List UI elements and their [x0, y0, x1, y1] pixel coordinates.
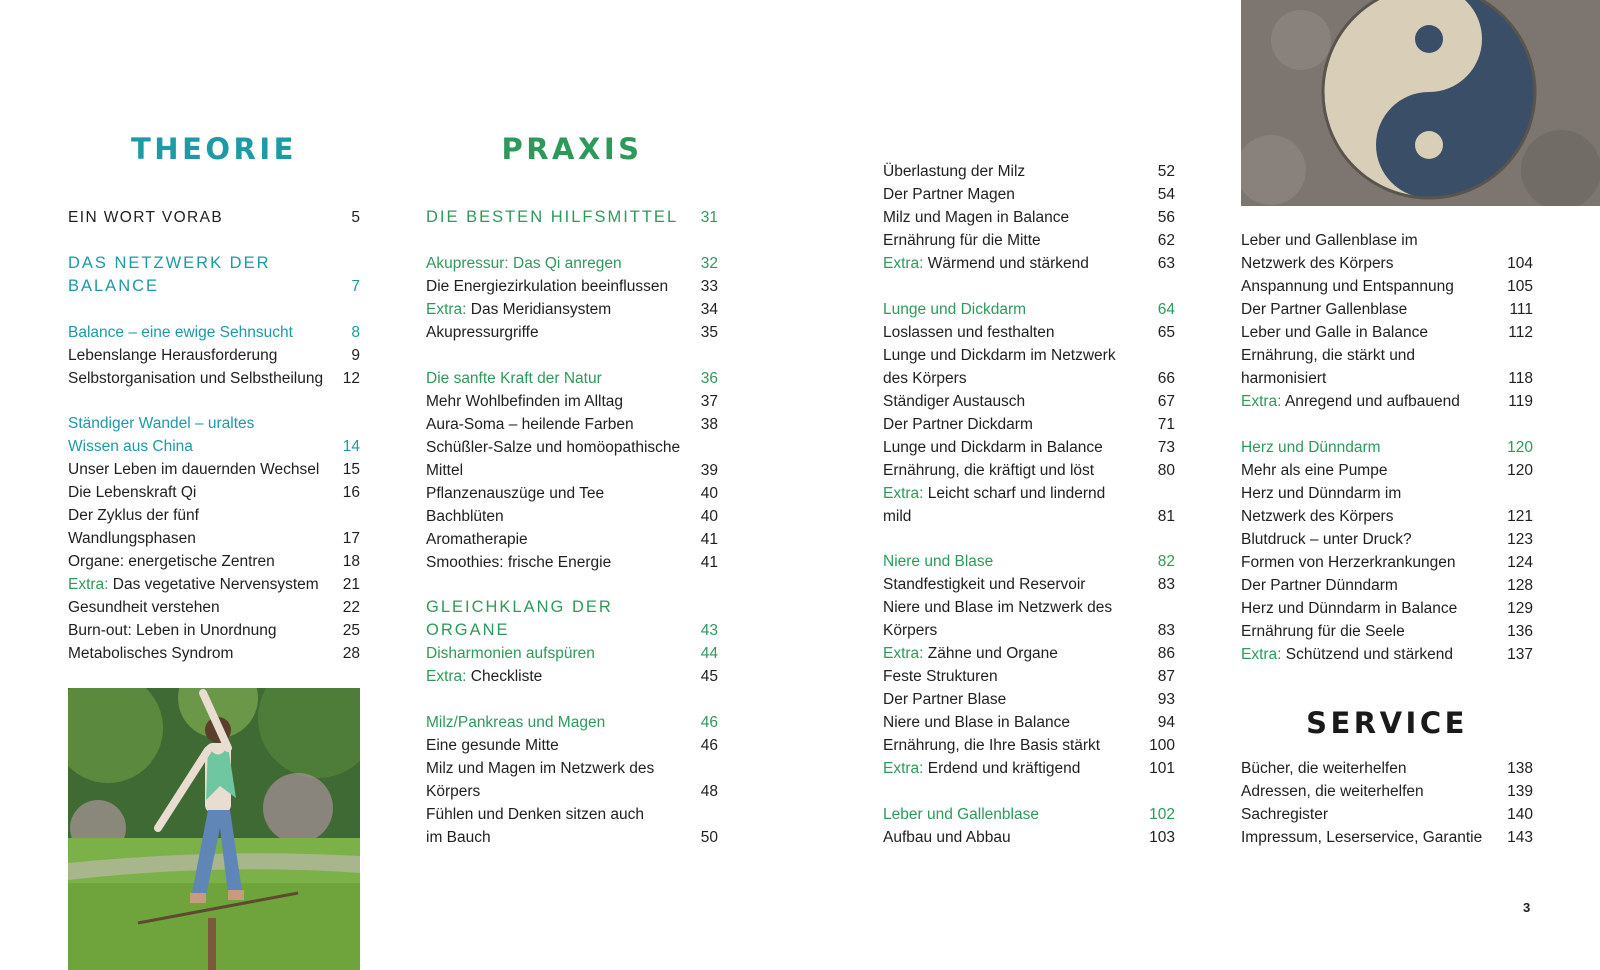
balance-photo [68, 688, 360, 970]
toc-entry[interactable]: Unser Leben im dauernden Wechsel 15 [68, 461, 360, 478]
toc-entry[interactable]: Lunge und Dickdarm im Netzwerk des Körpers 66 [883, 347, 1175, 387]
toc-entry[interactable]: Ernährung, die kräftigt und löst 80 [883, 462, 1175, 479]
toc-entry[interactable]: Überlastung der Milz 52 [883, 163, 1175, 180]
toc-entry[interactable]: Lebenslange Herausforderung 9 [68, 347, 360, 364]
toc-entry[interactable]: Loslassen und festhalten 65 [883, 324, 1175, 341]
toc-entry[interactable]: Herz und Dünndarm 120 [1241, 439, 1533, 456]
toc-entry[interactable]: Metabolisches Syndrom 28 [68, 645, 360, 662]
toc-entry[interactable]: GLEICHKLANG DER ORGANE 43 [426, 598, 718, 639]
theorie-heading: THEORIE [131, 132, 297, 166]
toc-entry[interactable]: Extra: Anregend und aufbauend 119 [1241, 393, 1533, 410]
toc-entry[interactable]: Ernährung für die Mitte 62 [883, 232, 1175, 249]
toc-entry[interactable]: Mehr Wohlbefinden im Alltag 37 [426, 393, 718, 410]
toc-entry[interactable]: Niere und Blase 82 [883, 553, 1175, 570]
toc-entry[interactable]: Bücher, die weiterhelfen 138 [1241, 760, 1533, 777]
toc-entry[interactable]: Impressum, Leserservice, Garantie 143 [1241, 829, 1533, 846]
toc-entry[interactable]: Die Lebenskraft Qi 16 [68, 484, 360, 501]
praxis-heading: PRAXIS [501, 132, 643, 166]
praxis-toc [426, 0, 718, 970]
toc-entry[interactable]: Pflanzenauszüge und Tee 40 [426, 485, 718, 502]
toc-entry[interactable]: DIE BESTEN HILFSMITTEL 31 [426, 208, 718, 226]
toc-entry[interactable]: Disharmonien aufspüren 44 [426, 645, 718, 662]
toc-entry[interactable]: Extra: Das Meridiansystem 34 [426, 301, 718, 318]
toc-entry[interactable]: Extra: Das vegetative Nervensystem 21 [68, 576, 360, 593]
toc-entry[interactable]: Feste Strukturen 87 [883, 668, 1175, 685]
toc-entry[interactable]: Leber und Gallenblase 102 [883, 806, 1175, 823]
toc-entry[interactable]: Die sanfte Kraft der Natur 36 [426, 370, 718, 387]
toc-entry[interactable]: Blutdruck – unter Druck? 123 [1241, 531, 1533, 548]
toc-entry[interactable]: Der Partner Blase 93 [883, 691, 1175, 708]
toc-entry[interactable]: Bachblüten 40 [426, 508, 718, 525]
toc-entry[interactable]: Der Partner Dickdarm 71 [883, 416, 1175, 433]
toc-entry[interactable]: Smoothies: frische Energie 41 [426, 554, 718, 571]
toc-entry[interactable]: Extra: Wärmend und stärkend 63 [883, 255, 1175, 272]
toc-entry[interactable]: Akupressur: Das Qi anregen 32 [426, 255, 718, 272]
toc-entry[interactable]: Burn-out: Leben in Unordnung 25 [68, 622, 360, 639]
toc-entry[interactable]: Eine gesunde Mitte 46 [426, 737, 718, 754]
toc-entry[interactable]: Aura-Soma – heilende Farben 38 [426, 416, 718, 433]
toc-entry[interactable]: Extra: Erdend und kräftigend 101 [883, 760, 1175, 777]
toc-entry[interactable]: Ernährung, die Ihre Basis stärkt 100 [883, 737, 1175, 754]
toc-entry[interactable]: Extra: Schützend und stärkend 137 [1241, 646, 1533, 663]
toc-entry[interactable]: Organe: energetische Zentren 18 [68, 553, 360, 570]
toc-entry[interactable]: Ernährung für die Seele 136 [1241, 623, 1533, 640]
toc-entry[interactable]: Milz und Magen in Balance 56 [883, 209, 1175, 226]
toc-entry[interactable]: Balance – eine ewige Sehnsucht 8 [68, 324, 360, 341]
toc-column-4 [1241, 0, 1533, 970]
toc-entry[interactable]: Herz und Dünndarm in Balance 129 [1241, 600, 1533, 617]
toc-entry[interactable]: Extra: Zähne und Organe 86 [883, 645, 1175, 662]
toc-entry[interactable]: Leber und Galle in Balance 112 [1241, 324, 1533, 341]
toc-entry[interactable]: Extra: Leicht scharf und lindernd mild 81 [883, 485, 1175, 525]
toc-entry[interactable]: Fühlen und Denken sitzen auch im Bauch 50 [426, 806, 718, 846]
toc-entry[interactable]: Extra: Checkliste 45 [426, 668, 718, 685]
toc-entry[interactable]: Niere und Blase in Balance 94 [883, 714, 1175, 731]
toc-entry[interactable]: Aromatherapie 41 [426, 531, 718, 548]
toc-column-3 [883, 0, 1175, 970]
toc-entry[interactable]: Der Partner Gallenblase 111 [1241, 301, 1533, 318]
toc-entry[interactable]: Selbstorganisation und Selbstheilung 12 [68, 370, 360, 387]
toc-entry[interactable]: Herz und Dünndarm im Netzwerk des Körpers 121 [1241, 485, 1533, 525]
page-number: 3 [1523, 900, 1531, 915]
toc-entry[interactable]: Mehr als eine Pumpe 120 [1241, 462, 1533, 479]
toc-entry[interactable]: Ständiger Wandel – uraltes Wissen aus China 14 [68, 415, 360, 455]
toc-entry[interactable]: DAS NETZWERK DER BALANCE 7 [68, 254, 360, 295]
toc-entry[interactable]: Der Zyklus der fünf Wandlungsphasen 17 [68, 507, 360, 547]
toc-entry[interactable]: Der Partner Dünndarm 128 [1241, 577, 1533, 594]
toc-entry[interactable]: Niere und Blase im Netzwerk des Körpers 83 [883, 599, 1175, 639]
toc-entry[interactable]: Der Partner Magen 54 [883, 186, 1175, 203]
toc-entry[interactable]: Akupressurgriffe 35 [426, 324, 718, 341]
toc-entry[interactable]: Ständiger Austausch 67 [883, 393, 1175, 410]
toc-entry[interactable]: Sachregister 140 [1241, 806, 1533, 823]
service-heading: SERVICE [1306, 706, 1468, 740]
toc-entry[interactable]: Die Energiezirkulation beeinflussen 33 [426, 278, 718, 295]
toc-entry[interactable]: Standfestigkeit und Reservoir 83 [883, 576, 1175, 593]
toc-entry[interactable]: Gesundheit verstehen 22 [68, 599, 360, 616]
toc-entry[interactable]: Schüßler-Salze und homöopathische Mittel 39 [426, 439, 718, 479]
toc-entry[interactable]: Anspannung und Entspannung 105 [1241, 278, 1533, 295]
balance-photo-illustration [68, 688, 360, 970]
toc-entry[interactable]: Formen von Herzerkrankungen 124 [1241, 554, 1533, 571]
toc-entry[interactable]: Milz/Pankreas und Magen 46 [426, 714, 718, 731]
toc-entry[interactable]: Lunge und Dickdarm 64 [883, 301, 1175, 318]
toc-entry[interactable]: Lunge und Dickdarm in Balance 73 [883, 439, 1175, 456]
toc-entry[interactable]: Ernährung, die stärkt und harmonisiert 118 [1241, 347, 1533, 387]
toc-entry[interactable]: Leber und Gallenblase im Netzwerk des Körpers 104 [1241, 232, 1533, 272]
toc-entry[interactable]: Aufbau und Abbau 103 [883, 829, 1175, 846]
toc-entry[interactable]: Milz und Magen im Netzwerk des Körpers 48 [426, 760, 718, 800]
toc-entry[interactable]: EIN WORT VORAB 5 [68, 209, 360, 226]
toc-entry[interactable]: Adressen, die weiterhelfen 139 [1241, 783, 1533, 800]
